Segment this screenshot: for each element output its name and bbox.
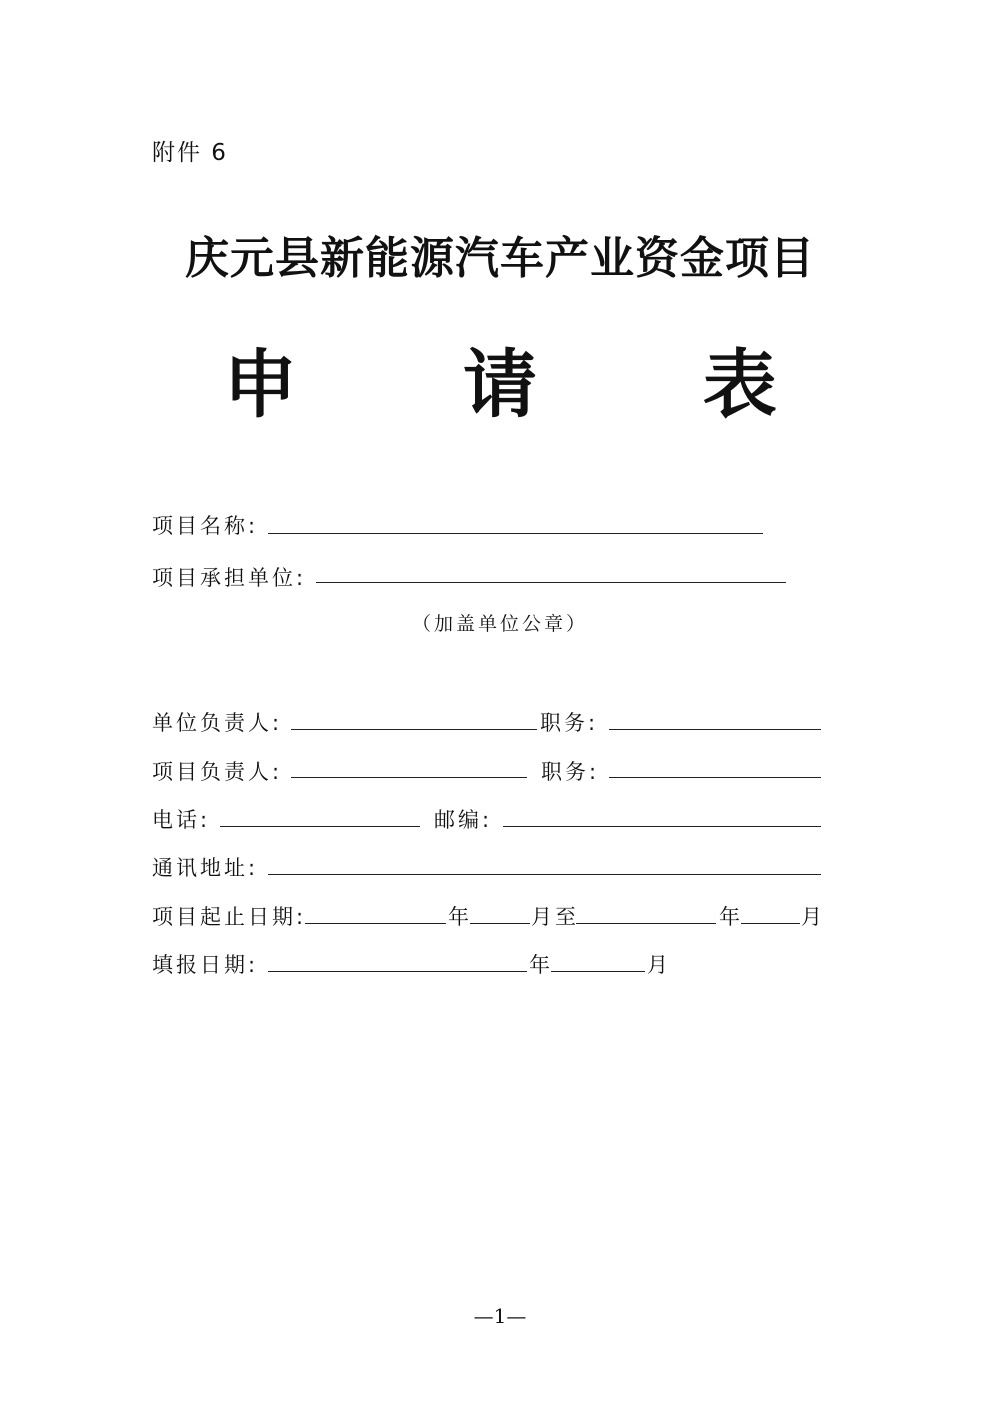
unit-leader-position-label: 职务: (540, 711, 599, 735)
project-name-label: 项目名称: (152, 514, 259, 538)
filing-year-unit: 年 (529, 953, 553, 977)
address-label: 通讯地址: (152, 856, 259, 880)
phone-field[interactable] (220, 826, 420, 827)
start-year-field[interactable] (305, 923, 446, 924)
project-leader-position-field[interactable] (609, 777, 821, 778)
postcode-field[interactable] (503, 826, 821, 827)
end-month-field[interactable] (741, 923, 800, 924)
unit-leader-label: 单位负责人: (152, 711, 283, 735)
end-month-unit: 月 (801, 905, 825, 929)
filing-month-field[interactable] (551, 971, 645, 972)
project-leader-field[interactable] (291, 777, 527, 778)
attachment-label: 附件 6 (152, 140, 228, 166)
end-year-field[interactable] (576, 923, 716, 924)
filing-date-label: 填报日期: (152, 953, 259, 977)
filing-month-unit: 月 (647, 953, 671, 977)
postcode-label: 邮编: (434, 808, 493, 832)
project-leader-label: 项目负责人: (152, 760, 283, 784)
page-number: —1— (473, 1304, 527, 1328)
document-subtitle: 申 请 表 (223, 342, 847, 428)
project-period-label: 项目起止日期: (152, 905, 307, 929)
document-title: 庆元县新能源汽车产业资金项目 (185, 233, 815, 284)
unit-leader-field[interactable] (291, 729, 537, 730)
address-field[interactable] (268, 874, 821, 875)
start-month-unit: 月至 (531, 905, 579, 929)
undertaking-unit-field[interactable] (316, 582, 786, 583)
unit-leader-position-field[interactable] (609, 729, 821, 730)
phone-label: 电话: (152, 808, 211, 832)
end-year-unit: 年 (719, 905, 743, 929)
start-month-field[interactable] (470, 923, 530, 924)
start-year-unit: 年 (448, 905, 472, 929)
project-leader-position-label: 职务: (541, 760, 600, 784)
filing-year-field[interactable] (268, 971, 527, 972)
stamp-note: （加盖单位公章） (411, 613, 588, 635)
project-name-field[interactable] (268, 533, 763, 534)
undertaking-unit-label: 项目承担单位: (152, 566, 307, 590)
